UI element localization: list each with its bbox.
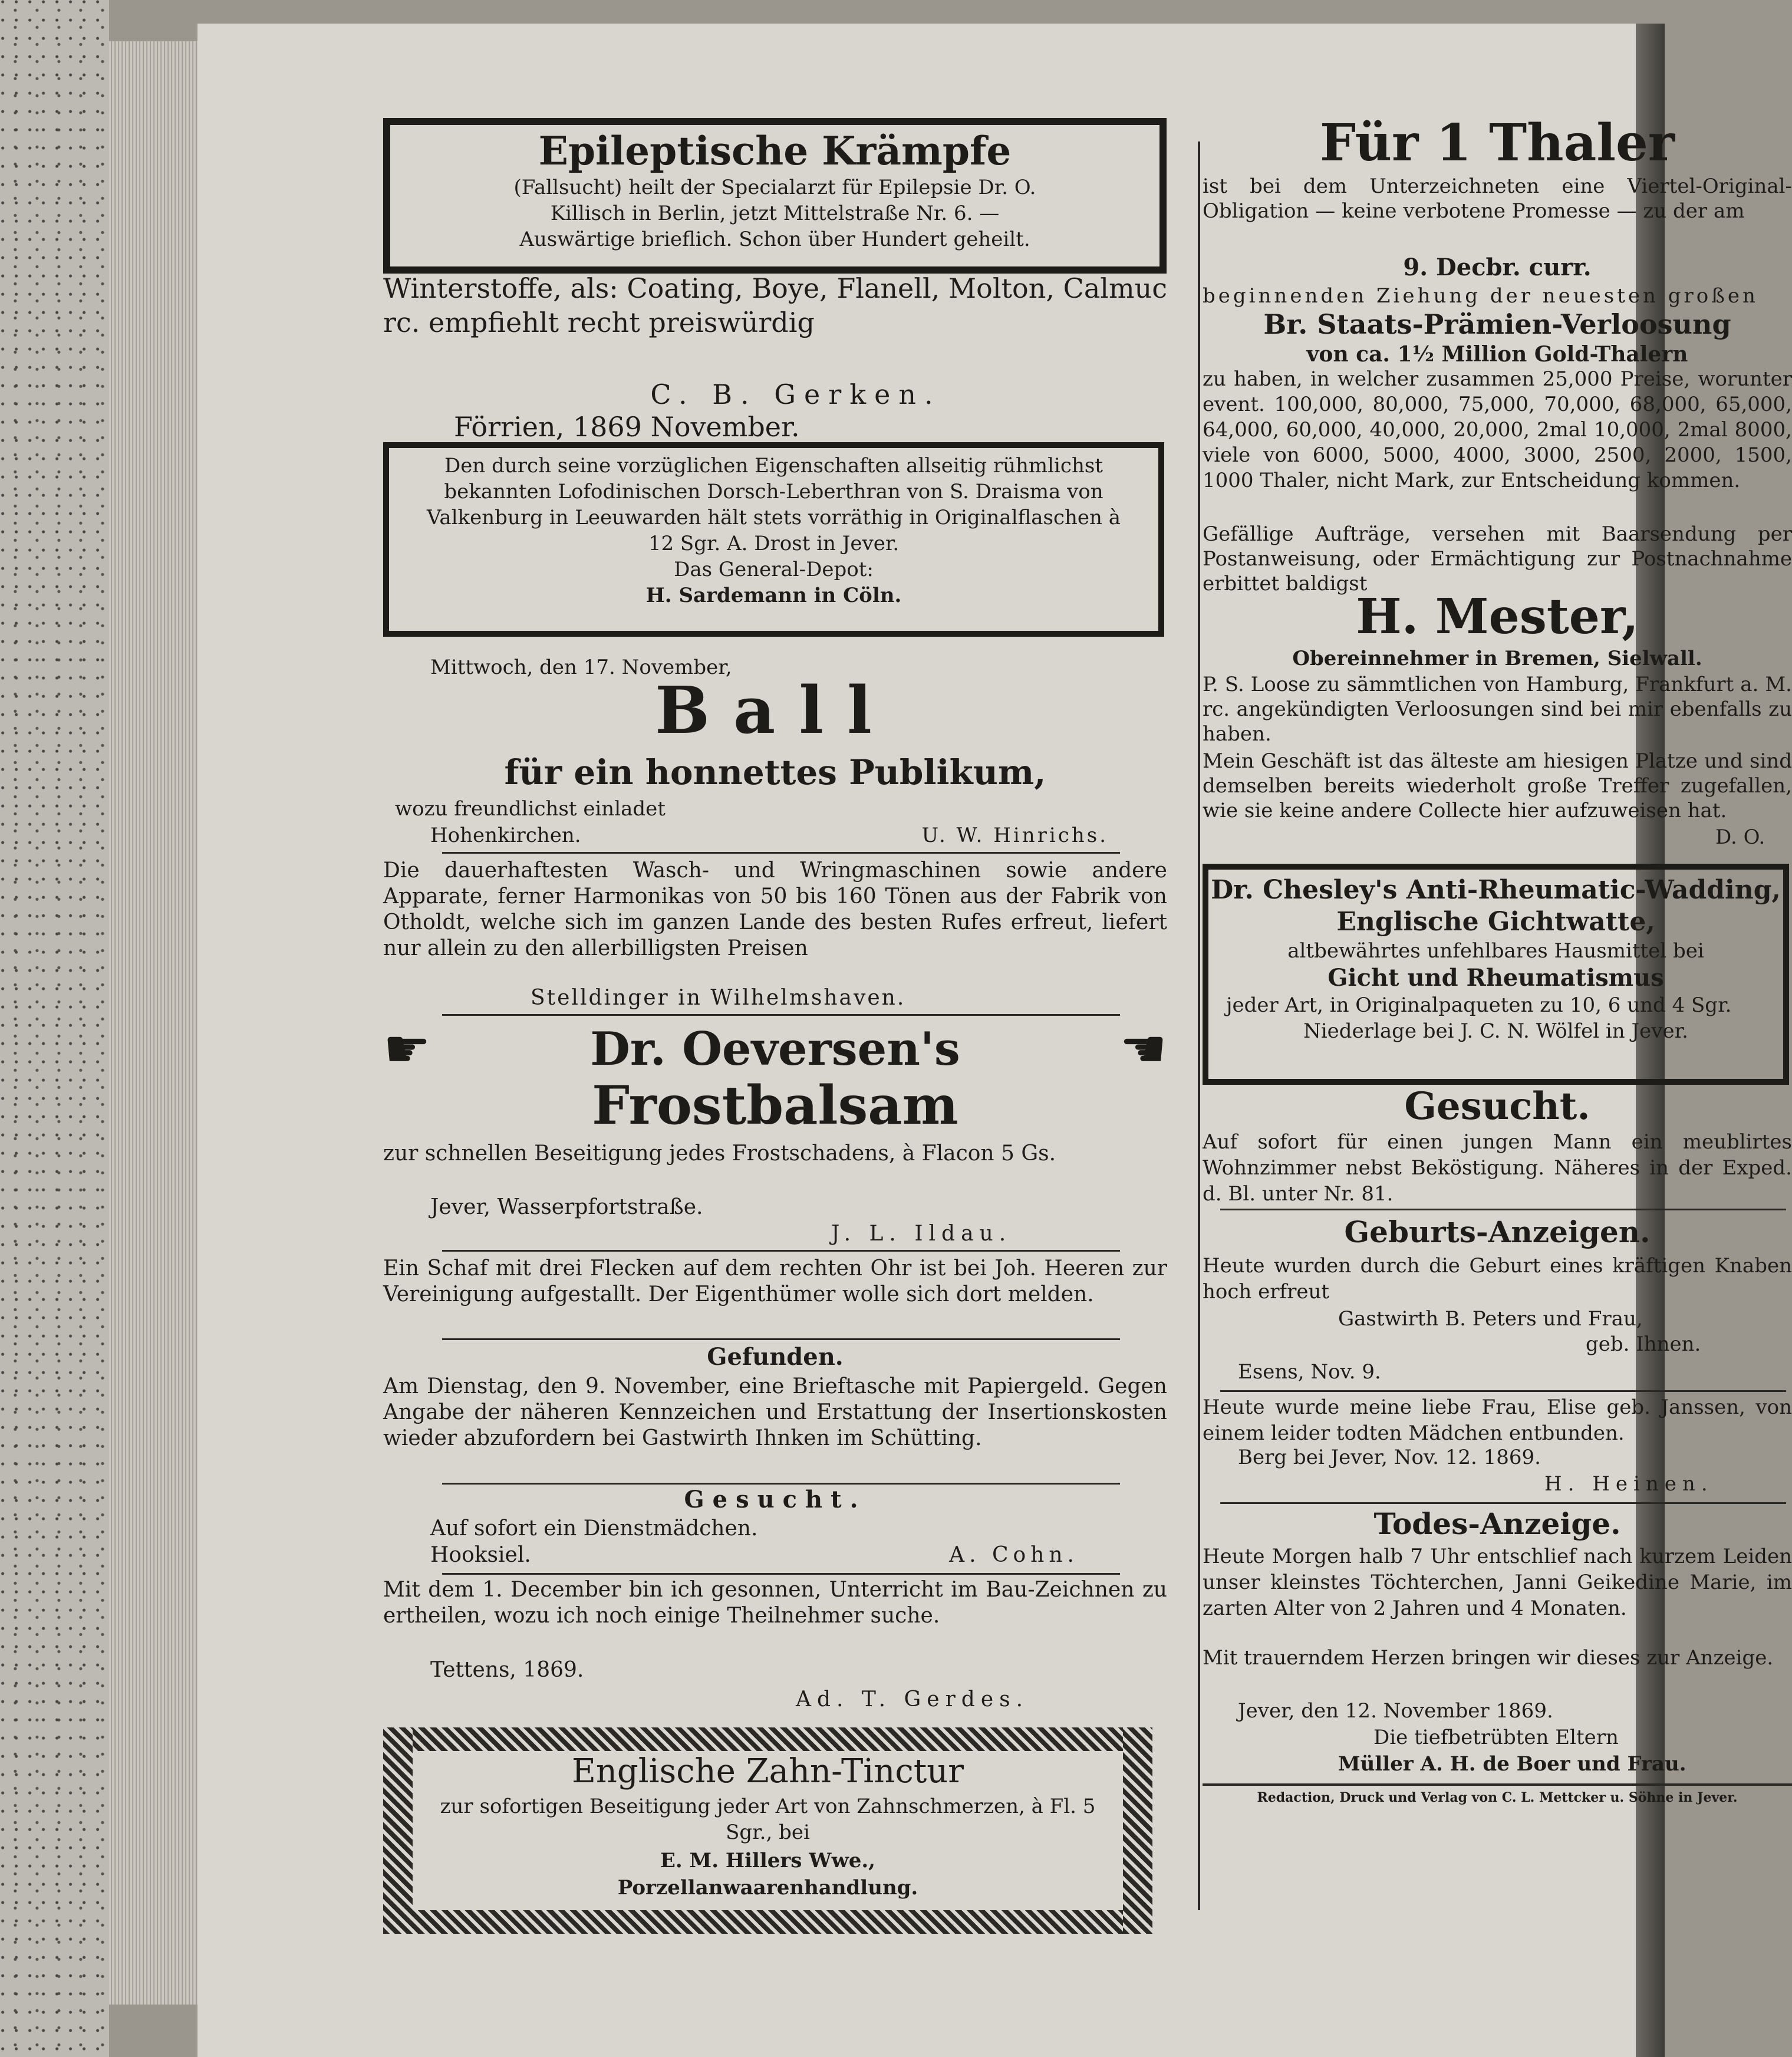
geburt-nee: geb. Ihnen. — [1586, 1332, 1701, 1356]
zahntinctur-text: zur sofortigen Beseitigung jeder Art von Zahnschmerzen, à Fl. 5 Sgr., bei — [440, 1795, 1096, 1844]
epilepsie-line3: Auswärtige brieflich. Schon über Hundert geheilt. — [519, 228, 1030, 251]
frostbalsam-text: zur schnellen Beseitigung jedes Frostschadens, à Flacon 5 Gs. — [383, 1141, 1056, 1166]
zahntinctur-ad-box — [383, 1727, 1152, 1934]
zahntinctur-shop: Porzellanwaarenhandlung. — [617, 1876, 918, 1900]
gesucht-dienst-name: A. Cohn. — [949, 1543, 1079, 1567]
thaler-ps: P. S. Loose zu sämmtlichen von Hamburg, Frankfurt a. M. rc. angekündigten Verloosungen sind bei mir ebenfalls zu haben. — [1203, 673, 1792, 746]
book-cover-edge — [0, 0, 109, 2057]
thaler-role: Obereinnehmer in Bremen, Sielwall. — [1292, 647, 1702, 670]
frostbalsam-header — [383, 1020, 1167, 1079]
thaler-lottery: Br. Staats-Prämien-Verloosung — [1263, 308, 1731, 340]
winterstoffe-place: Förrien, 1869 November. — [454, 411, 800, 443]
thaler-p4: Gefällige Aufträge, versehen mit Baarsendung per Postanweisung, oder Ermächtigung zur Postnachnahme erbittet baldigst — [1203, 522, 1792, 595]
frostbalsam-title2: Frostbalsam — [592, 1074, 958, 1137]
gesucht-dienst-text: Auf sofort ein Dienstmädchen. — [430, 1516, 758, 1541]
geburt-names: Gastwirth B. Peters und Frau, — [1338, 1307, 1643, 1331]
leberthran-depot: Das General-Depot: — [674, 558, 874, 581]
zahntinctur-seller: E. M. Hillers Wwe., — [660, 1849, 876, 1872]
geburt-place2: Berg bei Jever, Nov. 12. 1869. — [1238, 1446, 1541, 1469]
thaler-amount: von ca. 1½ Million Gold-Thalern — [1306, 342, 1688, 367]
leberthran-depot-name: H. Sardemann in Cöln. — [645, 584, 902, 607]
tod-line2: Müller A. H. de Boer und Frau. — [1338, 1752, 1686, 1776]
ornament-border-top — [383, 1727, 1152, 1751]
thaler-name: H. Mester, — [1356, 588, 1639, 645]
divider — [442, 1250, 1120, 1252]
geburt-text: Heute wurden durch die Geburt eines kräftigen Knaben hoch erfreut — [1203, 1254, 1792, 1304]
gefunden-title: Gefunden. — [707, 1343, 844, 1371]
thaler-title: Für 1 Thaler — [1319, 113, 1675, 173]
divider — [442, 1483, 1120, 1485]
gesucht-title: Gesucht. — [1404, 1084, 1590, 1128]
divider — [442, 1338, 1120, 1340]
winterstoffe-name: C. B. Gerken. — [650, 379, 941, 410]
thaler-p5: Mein Geschäft ist das älteste am hiesigen Platze und sind demselben bereits wiederholt große Treffer zugefallen, wie sie keine andere Collecte hier aufzuweisen hat. — [1203, 749, 1792, 822]
ball-footer — [430, 822, 1108, 848]
chesley-line2: Gicht und Rheumatismus — [1327, 964, 1664, 992]
epilepsie-ad-box — [383, 118, 1167, 274]
tod-line1: Die tiefbetrübten Eltern — [1373, 1726, 1619, 1749]
ball-name: U. W. Hinrichs. — [921, 824, 1108, 847]
tod-text2: Mit trauerndem Herzen bringen wir dieses zur Anzeige. — [1203, 1646, 1774, 1670]
ball-subtitle: für ein honnettes Publikum, — [504, 752, 1046, 792]
tod-text: Heute Morgen halb 7 Uhr entschlief nach kurzem Leiden unser kleinstes Töchterchen, Janni Geikedine Marie, im zarten Alter von 2 Jahren und 4 Monaten. — [1203, 1545, 1792, 1620]
thaler-p3: zu haben, in welcher zusammen 25,000 Preise, worunter event. 100,000, 80,000, 75,000, 70,000, 68,000, 65,000, 64,000, 60,000, 40,000, 20,000, 2mal 10,000, 2mal 8000, viele von 6000, 5000, 4000, 3000, 2500, 2000, 1500, 1000 Thaler, nicht Mark, zur Entscheidung kommen. — [1203, 367, 1792, 492]
chesley-line4: Niederlage bei J. C. N. Wölfel in Jever. — [1303, 1019, 1688, 1043]
ornament-border-left — [383, 1727, 413, 1934]
unterricht-place: Tettens, 1869. — [430, 1658, 584, 1682]
imprint: Redaction, Druck und Verlag von C. L. Mettcker u. Söhne in Jever. — [1257, 1790, 1738, 1805]
frostbalsam-name: J. L. Ildau. — [831, 1222, 1012, 1246]
unterricht-text: Mit dem 1. December bin ich gesonnen, Unterricht im Bau-Zeichnen zu ertheilen, wozu ich noch einige Theilnehmer suche. — [383, 1578, 1167, 1628]
frostbalsam-place: Jever, Wasserpfortstraße. — [430, 1195, 703, 1219]
geburt-name2: H. Heinen. — [1544, 1472, 1714, 1496]
ornament-border-bottom — [383, 1910, 1152, 1934]
chesley-line1: altbewährtes unfehlbares Hausmittel bei — [1287, 939, 1704, 963]
chesley-line3: jeder Art, in Originalpaqueten zu 10, 6 und 4 Sgr. — [1226, 993, 1732, 1017]
winterstoffe-text: Winterstoffe, als: Coating, Boye, Flanell, Molton, Calmuc rc. empfiehlt recht preiswürdig — [383, 272, 1167, 338]
zahntinctur-title: Englische Zahn-Tinctur — [571, 1752, 964, 1791]
gesucht-dienst-title: Gesucht. — [684, 1486, 867, 1513]
book-page-edges — [109, 41, 197, 2005]
tod-title: Todes-Anzeige. — [1373, 1506, 1621, 1541]
thaler-p1: ist bei dem Unterzeichneten eine Viertel-Original-Obligation — keine verbotene Promesse — zu der am — [1203, 175, 1792, 223]
epilepsie-title: Epileptische Krämpfe — [538, 128, 1012, 174]
divider — [442, 1014, 1120, 1016]
divider — [1220, 1502, 1786, 1504]
frostbalsam-title1: Dr. Oeversen's — [590, 1022, 960, 1076]
thaler-p2: beginnenden Ziehung der neuesten großen — [1203, 284, 1758, 308]
leberthran-ad-box — [383, 442, 1164, 637]
thaler-date: 9. Decbr. curr. — [1403, 254, 1592, 281]
divider — [1220, 1209, 1786, 1210]
waschmaschinen-text: Die dauerhaftesten Wasch- und Wringmaschinen sowie andere Apparate, ferner Harmonikas von 50 bis 160 Tönen aus der Fabrik von Otholdt, welche sich im ganzen Lande des besten Rufes erfreut, liefert nur allein zu den allerbilligsten Preisen — [383, 858, 1167, 960]
ornament-border-right — [1123, 1727, 1152, 1934]
chesley-title1: Dr. Chesley's Anti-Rheumatic-Wadding, — [1211, 875, 1781, 905]
geburt-place: Esens, Nov. 9. — [1238, 1360, 1381, 1384]
ball-place: Hohenkirchen. — [430, 824, 581, 847]
divider — [442, 852, 1120, 854]
geburt-text2: Heute wurde meine liebe Frau, Elise geb. Janssen, von einem leider todten Mädchen entbunden. — [1203, 1396, 1792, 1445]
geburt-title: Geburts-Anzeigen. — [1344, 1215, 1651, 1249]
waschmaschinen-sign: Stelldinger in Wilhelmshaven. — [531, 986, 906, 1010]
chesley-title2: Englische Gichtwatte, — [1336, 907, 1655, 937]
pointing-hand-left-icon: ☚ — [1119, 1018, 1167, 1080]
tod-place: Jever, den 12. November 1869. — [1238, 1699, 1553, 1723]
unterricht-name: Ad. T. Gerdes. — [796, 1687, 1029, 1712]
ball-title: Ball — [655, 672, 895, 748]
epilepsie-line2: Killisch in Berlin, jetzt Mittelstraße Nr. 6. — — [550, 202, 1000, 225]
chesley-ad-box — [1203, 864, 1789, 1085]
gesucht-dienst-place: Hooksiel. — [430, 1543, 531, 1567]
pointing-hand-right-icon: ☛ — [383, 1018, 431, 1080]
divider — [1220, 1390, 1786, 1392]
schaf-text: Ein Schaf mit drei Flecken auf dem rechten Ohr ist bei Joh. Heeren zur Vereinigung aufgestallt. Der Eigenthümer wolle sich dort melden. — [383, 1256, 1167, 1306]
column-divider — [1198, 141, 1200, 1910]
newspaper-page — [197, 24, 1792, 2057]
gesucht-dienst-footer — [430, 1542, 1079, 1569]
gesucht-text: Auf sofort für einen jungen Mann ein meublirtes Wohnzimmer nebst Beköstigung. Näheres in der Exped. d. Bl. unter Nr. 81. — [1203, 1130, 1792, 1206]
divider — [442, 1573, 1120, 1575]
epilepsie-line1: (Fallsucht) heilt der Specialarzt für Epilepsie Dr. O. — [513, 176, 1036, 199]
gefunden-text: Am Dienstag, den 9. November, eine Brieftasche mit Papiergeld. Gegen Angabe der näheren Kennzeichen und Erstattung der Insertionskosten wieder abzufordern bei Gastwirth Ihnken im Schütting. — [383, 1374, 1167, 1450]
thaler-sign: D. O. — [1715, 825, 1765, 849]
ball-invite: wozu freundlichst einladet — [395, 797, 666, 821]
divider — [1203, 1783, 1792, 1786]
ball-date: Mittwoch, den 17. November, — [430, 656, 732, 679]
leberthran-text: Den durch seine vorzüglichen Eigenschaften allseitig rühmlichst bekannten Lofodinischen Dorsch-Leberthran von S. Draisma von Valkenburg in Leeuwarden hält stets vorräthig in Originalflaschen à 12 Sgr. A. Drost in Jever. — [426, 454, 1121, 555]
